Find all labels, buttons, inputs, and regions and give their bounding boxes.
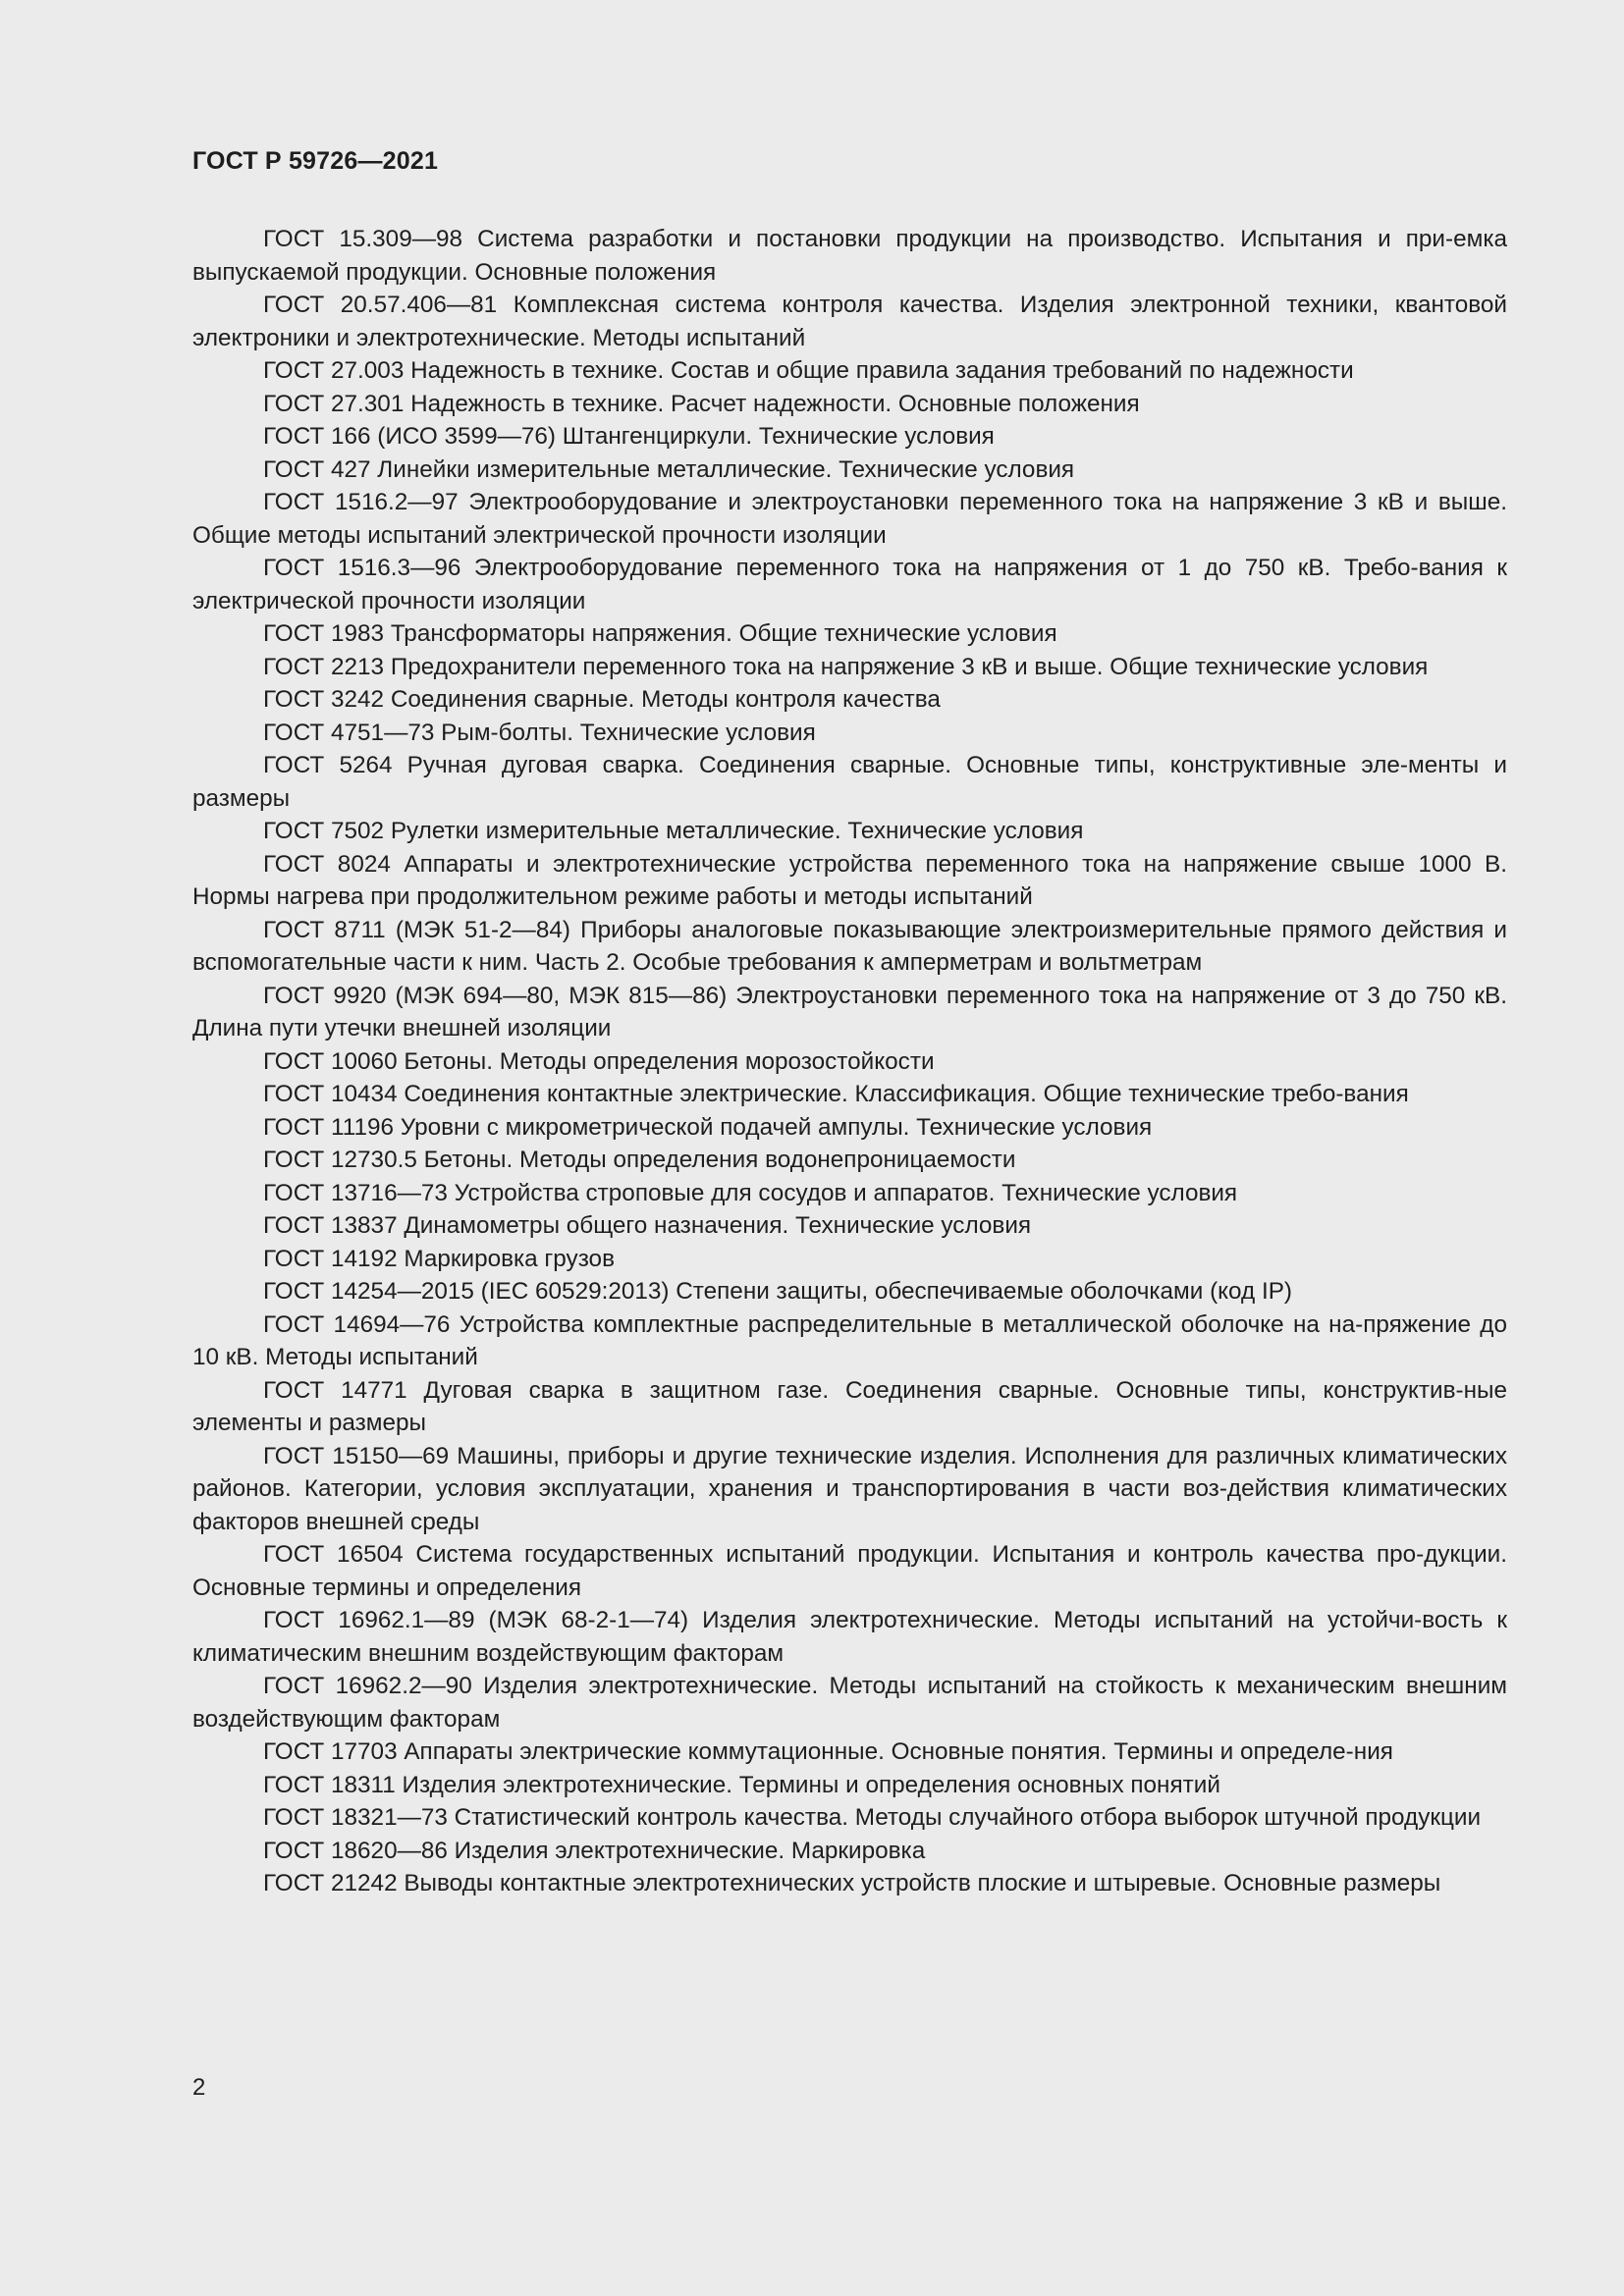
- reference-entry: ГОСТ 14694—76 Устройства комплектные распределительные в металлической оболочке на на-пряжение до 10 кВ. Методы испытаний: [192, 1310, 1507, 1370]
- reference-entry: ГОСТ 7502 Рулетки измерительные металлические. Технические условия: [263, 818, 1084, 844]
- reference-entry: ГОСТ 15150—69 Машины, приборы и другие технические изделия. Исполнения для различных климатических районов. Категории, условия эксплуатации, хранения и транспортирования в части воз-действия климатических факторов внешней среды: [192, 1442, 1507, 1535]
- reference-entry: ГОСТ 10060 Бетоны. Методы определения морозостойкости: [263, 1047, 935, 1075]
- reference-entry: ГОСТ 20.57.406—81 Комплексная система контроля качества. Изделия электронной техники, квантовой электроники и электротехнические. Методы испытаний: [192, 292, 1507, 351]
- page-header: ГОСТ Р 59726—2021: [192, 147, 439, 175]
- reference-entry: ГОСТ 16962.2—90 Изделия электротехнические. Методы испытаний на стойкость к механическим внешним воздействующим факторам: [192, 1673, 1507, 1733]
- reference-entry: ГОСТ 18311 Изделия электротехнические. Термины и определения основных понятий: [263, 1771, 1220, 1798]
- reference-entry: ГОСТ 2213 Предохранители переменного тока на напряжение 3 кВ и выше. Общие технические условия: [263, 653, 1429, 680]
- page-number: 2: [192, 2074, 206, 2101]
- reference-entry: ГОСТ 18620—86 Изделия электротехнические. Маркировка: [263, 1837, 926, 1864]
- reference-entry: ГОСТ 27.301 Надежность в технике. Расчет надежности. Основные положения: [263, 390, 1140, 417]
- reference-entry: ГОСТ 13716—73 Устройства строповые для сосудов и аппаратов. Технические условия: [263, 1179, 1238, 1206]
- reference-entry: ГОСТ 1983 Трансформаторы напряжения. Общие технические условия: [263, 620, 1057, 647]
- reference-entry: ГОСТ 8024 Аппараты и электротехнические устройства переменного тока на напряжение свыше 1000 В. Нормы нагрева при продолжительном режиме работы и методы испытаний: [192, 850, 1507, 910]
- reference-entry: ГОСТ 11196 Уровни с микрометрической подачей ампулы. Технические условия: [263, 1113, 1153, 1141]
- reference-entry: ГОСТ 9920 (МЭК 694—80, МЭК 815—86) Электроустановки переменного тока на напряжение от 3 до 750 кВ. Длина пути утечки внешней изоляции: [192, 982, 1507, 1041]
- reference-entry: ГОСТ 14771 Дуговая сварка в защитном газе. Соединения сварные. Основные типы, конструктив-ные элементы и размеры: [192, 1376, 1507, 1436]
- reference-entry: ГОСТ 18321—73 Статистический контроль качества. Методы случайного отбора выборок штучной продукции: [263, 1804, 1482, 1831]
- references-list: [192, 223, 1507, 1900]
- reference-entry: ГОСТ 3242 Соединения сварные. Методы контроля качества: [263, 686, 941, 713]
- reference-entry: ГОСТ 12730.5 Бетоны. Методы определения водонепроницаемости: [263, 1147, 1016, 1173]
- reference-entry: ГОСТ 4751—73 Рым-болты. Технические условия: [263, 719, 816, 746]
- reference-entry: ГОСТ 27.003 Надежность в технике. Состав и общие правила задания требований по надежности: [263, 357, 1354, 384]
- reference-entry: ГОСТ 16962.1—89 (МЭК 68-2-1—74) Изделия электротехнические. Методы испытаний на устойчи-вость к климатическим внешним воздействующим факторам: [192, 1607, 1507, 1667]
- reference-entry: ГОСТ 10434 Соединения контактные электрические. Классификация. Общие технические требо-вания: [263, 1081, 1409, 1107]
- reference-entry: ГОСТ 427 Линейки измерительные металлические. Технические условия: [263, 455, 1075, 483]
- reference-entry: ГОСТ 1516.3—96 Электрооборудование переменного тока на напряжения от 1 до 750 кВ. Требо-вания к электрической прочности изоляции: [192, 555, 1507, 614]
- reference-entry: ГОСТ 8711 (МЭК 51-2—84) Приборы аналоговые показывающие электроизмерительные прямого действия и вспомогательные части к ним. Часть 2. Особые требования к амперметрам и вольтметрам: [192, 916, 1507, 976]
- reference-entry: ГОСТ 14254—2015 (IEC 60529:2013) Степени защиты, обеспечиваемые оболочками (код IP): [263, 1278, 1293, 1305]
- reference-entry: ГОСТ 166 (ИСО 3599—76) Штангенциркули. Технические условия: [263, 423, 995, 450]
- reference-entry: ГОСТ 15.309—98 Система разработки и постановки продукции на производство. Испытания и при-емка выпускаемой продукции. Основные положения: [192, 226, 1507, 286]
- reference-entry: ГОСТ 1516.2—97 Электрооборудование и электроустановки переменного тока на напряжение 3 кВ и выше. Общие методы испытаний электрической прочности изоляции: [192, 489, 1507, 549]
- reference-entry: ГОСТ 13837 Динамометры общего назначения. Технические условия: [263, 1212, 1032, 1239]
- reference-entry: ГОСТ 17703 Аппараты электрические коммутационные. Основные понятия. Термины и определе-ния: [263, 1738, 1393, 1765]
- reference-entry: ГОСТ 16504 Система государственных испытаний продукции. Испытания и контроль качества про-дукции. Основные термины и определения: [192, 1541, 1507, 1601]
- reference-entry: ГОСТ 21242 Выводы контактные электротехнических устройств плоские и штыревые. Основные размеры: [263, 1870, 1441, 1896]
- reference-entry: ГОСТ 14192 Маркировка грузов: [263, 1245, 615, 1272]
- reference-entry: ГОСТ 5264 Ручная дуговая сварка. Соединения сварные. Основные типы, конструктивные эле-менты и размеры: [192, 752, 1507, 812]
